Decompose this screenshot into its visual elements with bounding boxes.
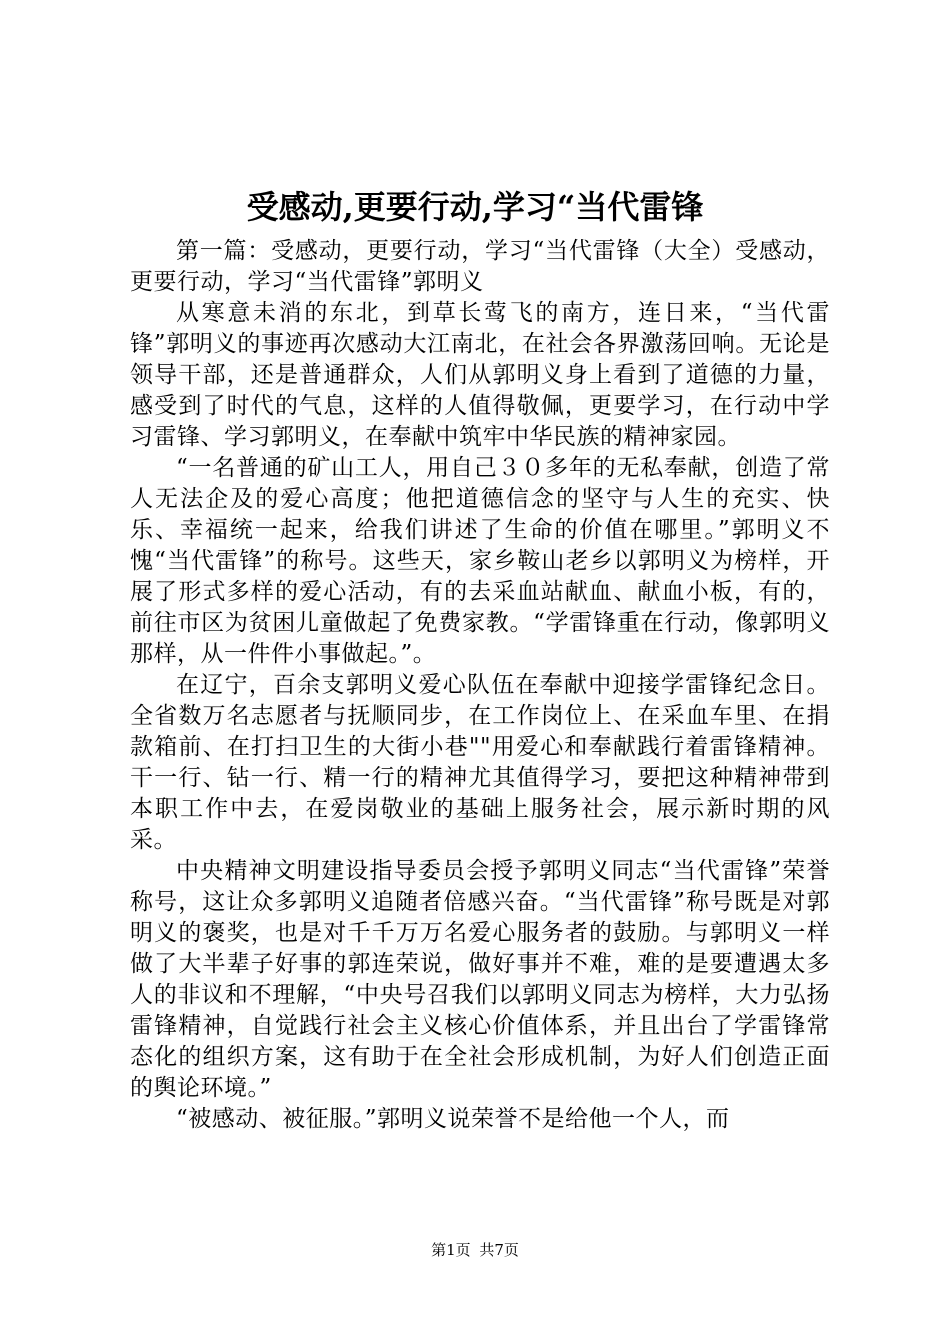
paragraph-1: 第一篇：受感动，更要行动，学习“当代雷锋（大全）受感动，更要行动，学习“当代雷锋”郭明义: [130, 238, 830, 295]
paragraph-5: 中央精神文明建设指导委员会授予郭明义同志“当代雷锋”荣誉称号，这让众多郭明义追随者倍感兴奋。“当代雷锋”称号既是对郭明义的褒奖，也是对千千万万名爱心服务者的鼓励。与郭明义一样做了大半辈子好事的郭连荣说，做好事并不难，难的是要遭遇太多人的非议和不理解，“中央号召我们以郭明义同志为榜样，大力弘扬雷锋精神，自觉践行社会主义核心价值体系，并且出台了学雷锋常态化的组织方案，这有助于在全社会形成机制，为好人们创造正面的舆论环境。”: [130, 858, 830, 1101]
paragraph-4: 在辽宁，百余支郭明义爱心队伍在奉献中迎接学雷锋纪念日。全省数万名志愿者与抚顺同步，在工作岗位上、在采血车里、在捐款箱前、在打扫卫生的大街小巷""用爱心和奉献践行着雷锋精神。干一行、钻一行、精一行的精神尤其值得学习，要把这种精神带到本职工作中去，在爱岗敬业的基础上服务社会，展示新时期的风采。: [130, 672, 830, 853]
document-body: [130, 236, 830, 1135]
paragraph-3: “一名普通的矿山工人，用自己３０多年的无私奉献，创造了常人无法企及的爱心高度；他把道德信念的坚守与人生的充实、快乐、幸福统一起来，给我们讲述了生命的价值在哪里。”郭明义不愧“当代雷锋”的称号。这些天，家乡鞍山老乡以郭明义为榜样，开展了形式多样的爱心活动，有的去采血站献血、献血小板，有的，前往市区为贫困儿童做起了免费家教。“学雷锋重在行动，像郭明义那样，从一件件小事做起。”。: [130, 455, 830, 667]
paragraph-6: “被感动、被征服。”郭明义说荣誉不是给他一个人，而: [176, 1106, 730, 1132]
page-number-footer: 第1页 共7页: [431, 1241, 519, 1259]
document-title: 受感动,更要行动,学习“当代雷锋: [246, 188, 704, 226]
paragraph-2: 从寒意未消的东北，到草长莺飞的南方，连日来，“当代雷锋”郭明义的事迹再次感动大江南北，在社会各界激荡回响。无论是领导干部，还是普通群众，人们从郭明义身上看到了道德的力量，感受到了时代的气息，这样的人值得敬佩，更要学习，在行动中学习雷锋、学习郭明义，在奉献中筑牢中华民族的精神家园。: [130, 300, 830, 450]
